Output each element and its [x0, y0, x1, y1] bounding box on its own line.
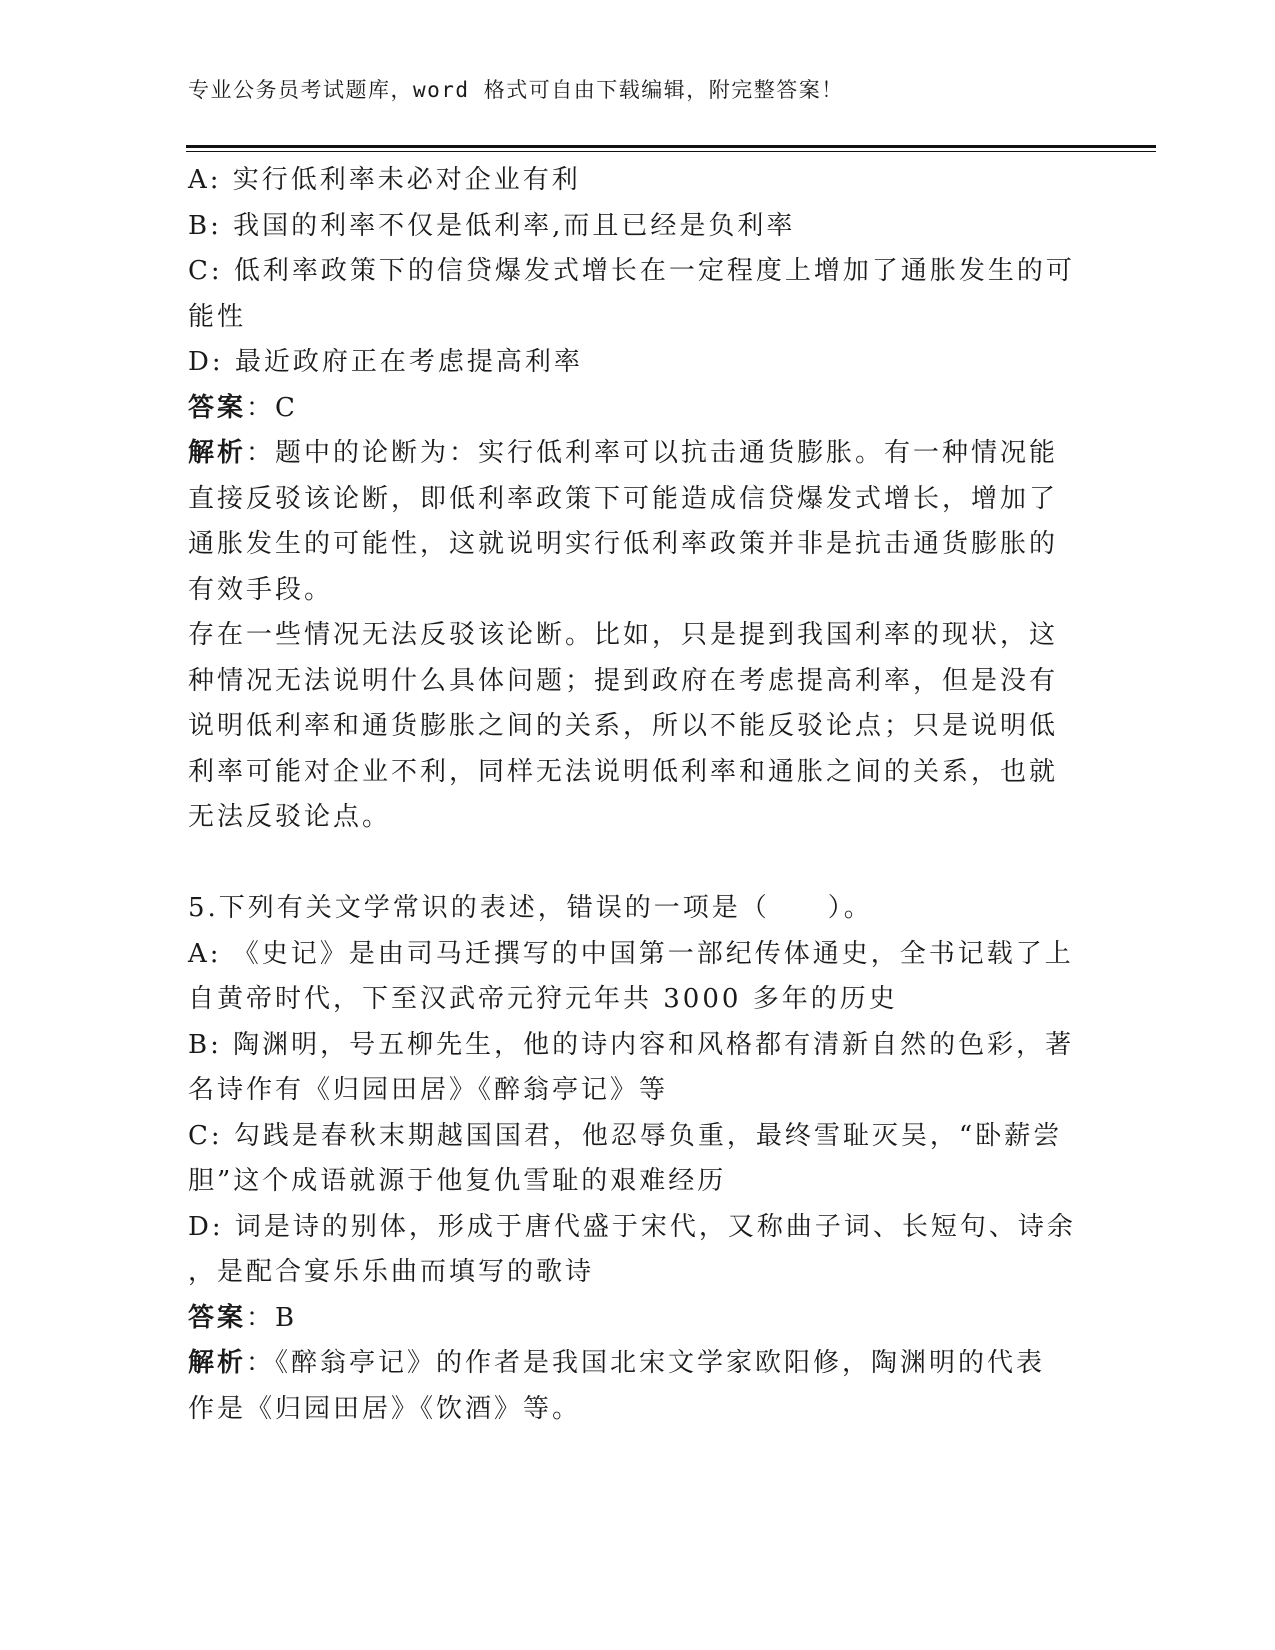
- page-header: 专业公务员考试题库，word 格式可自由下载编辑，附完整答案！: [188, 78, 844, 102]
- q4-analysis-line: 存在一些情况无法反驳该论断。比如，只是提到我国利率的现状，这: [188, 620, 1059, 650]
- document-body: [188, 158, 1076, 1432]
- q4-analysis-line: 说明低利率和通货膨胀之间的关系，所以不能反驳论点；只是说明低: [188, 711, 1059, 741]
- q5-analysis-line: 作是《归园田居》《饮酒》等。: [188, 1393, 582, 1424]
- q4-option-c: C: 低利率政策下的信贷爆发式增长在一定程度上增加了通胀发生的可 能性: [188, 256, 1075, 332]
- q4-answer-label: 答案: [188, 392, 247, 423]
- q4-answer: [188, 386, 1068, 432]
- q4-answer-value: ：C: [246, 392, 298, 423]
- q4-option-b: B: 我国的利率不仅是低利率,而且已经是负利率: [188, 210, 796, 241]
- q5-option-c: C: 勾践是春秋末期越国国君，他忍辱负重，最终雪耻灭吴，“卧薪尝 胆”这个成语就源于他复仇雪耻的艰难经历: [188, 1120, 1063, 1196]
- q4-analysis-line: 直接反驳该论断，即低利率政策下可能造成信贷爆发式增长，增加了: [188, 483, 1059, 514]
- q5-option-b: B: 陶渊明，号五柳先生，他的诗内容和风格都有清新自然的色彩，著 名诗作有《归园田居》《醉翁亭记》等: [188, 1029, 1075, 1105]
- q4-analysis-line: 利率可能对企业不利，同样无法说明低利率和通胀之间的关系，也就: [188, 756, 1059, 787]
- header-rule-thick: [186, 145, 1156, 148]
- q4-analysis-line: ：题中的论断为：实行低利率可以抗击通货膨胀。有一种情况能: [246, 438, 1059, 468]
- q4-analysis: [188, 431, 1068, 841]
- q5-analysis: [188, 1341, 1068, 1432]
- q5-answer-value: ：B: [246, 1302, 298, 1333]
- q5-answer-label: 答案: [188, 1302, 247, 1333]
- q5-analysis-label: 解析: [188, 1348, 247, 1378]
- q4-analysis-label: 解析: [188, 438, 247, 468]
- q4-analysis-line: 种情况无法说明什么具体问题；提到政府在考虑提高利率，但是没有: [188, 665, 1059, 696]
- q4-option-a: A: 实行低利率未必对企业有利: [188, 165, 581, 195]
- q4-analysis-line: 无法反驳论点。: [188, 802, 392, 832]
- q5-answer: [188, 1296, 1068, 1342]
- paragraph-gap: [188, 841, 1068, 887]
- q5-analysis-line: ：《醉翁亭记》的作者是我国北宋文学家欧阳修，陶渊明的代表: [246, 1348, 1046, 1378]
- q4-analysis-line: 有效手段。: [188, 574, 334, 605]
- header-rule-thin: [186, 151, 1156, 152]
- q4-option-d: D: 最近政府正在考虑提高利率: [188, 347, 583, 377]
- q5-option-a: A: 《史记》是由司马迁撰写的中国第一部纪传体通史，全书记载了上 自黄帝时代，下至汉武帝元狩元年共 3000 多年的历史: [188, 938, 1074, 1014]
- q4-analysis-line: 通胀发生的可能性，这就说明实行低利率政策并非是抗击通货膨胀的: [188, 529, 1059, 559]
- q5-option-d: D: 词是诗的别体，形成于唐代盛于宋代，又称曲子词、长短句、诗余 ，是配合宴乐乐曲而填写的歌诗: [188, 1211, 1076, 1287]
- q5-question: 5.下列有关文学常识的表述，错误的一项是（ ）。: [188, 893, 873, 923]
